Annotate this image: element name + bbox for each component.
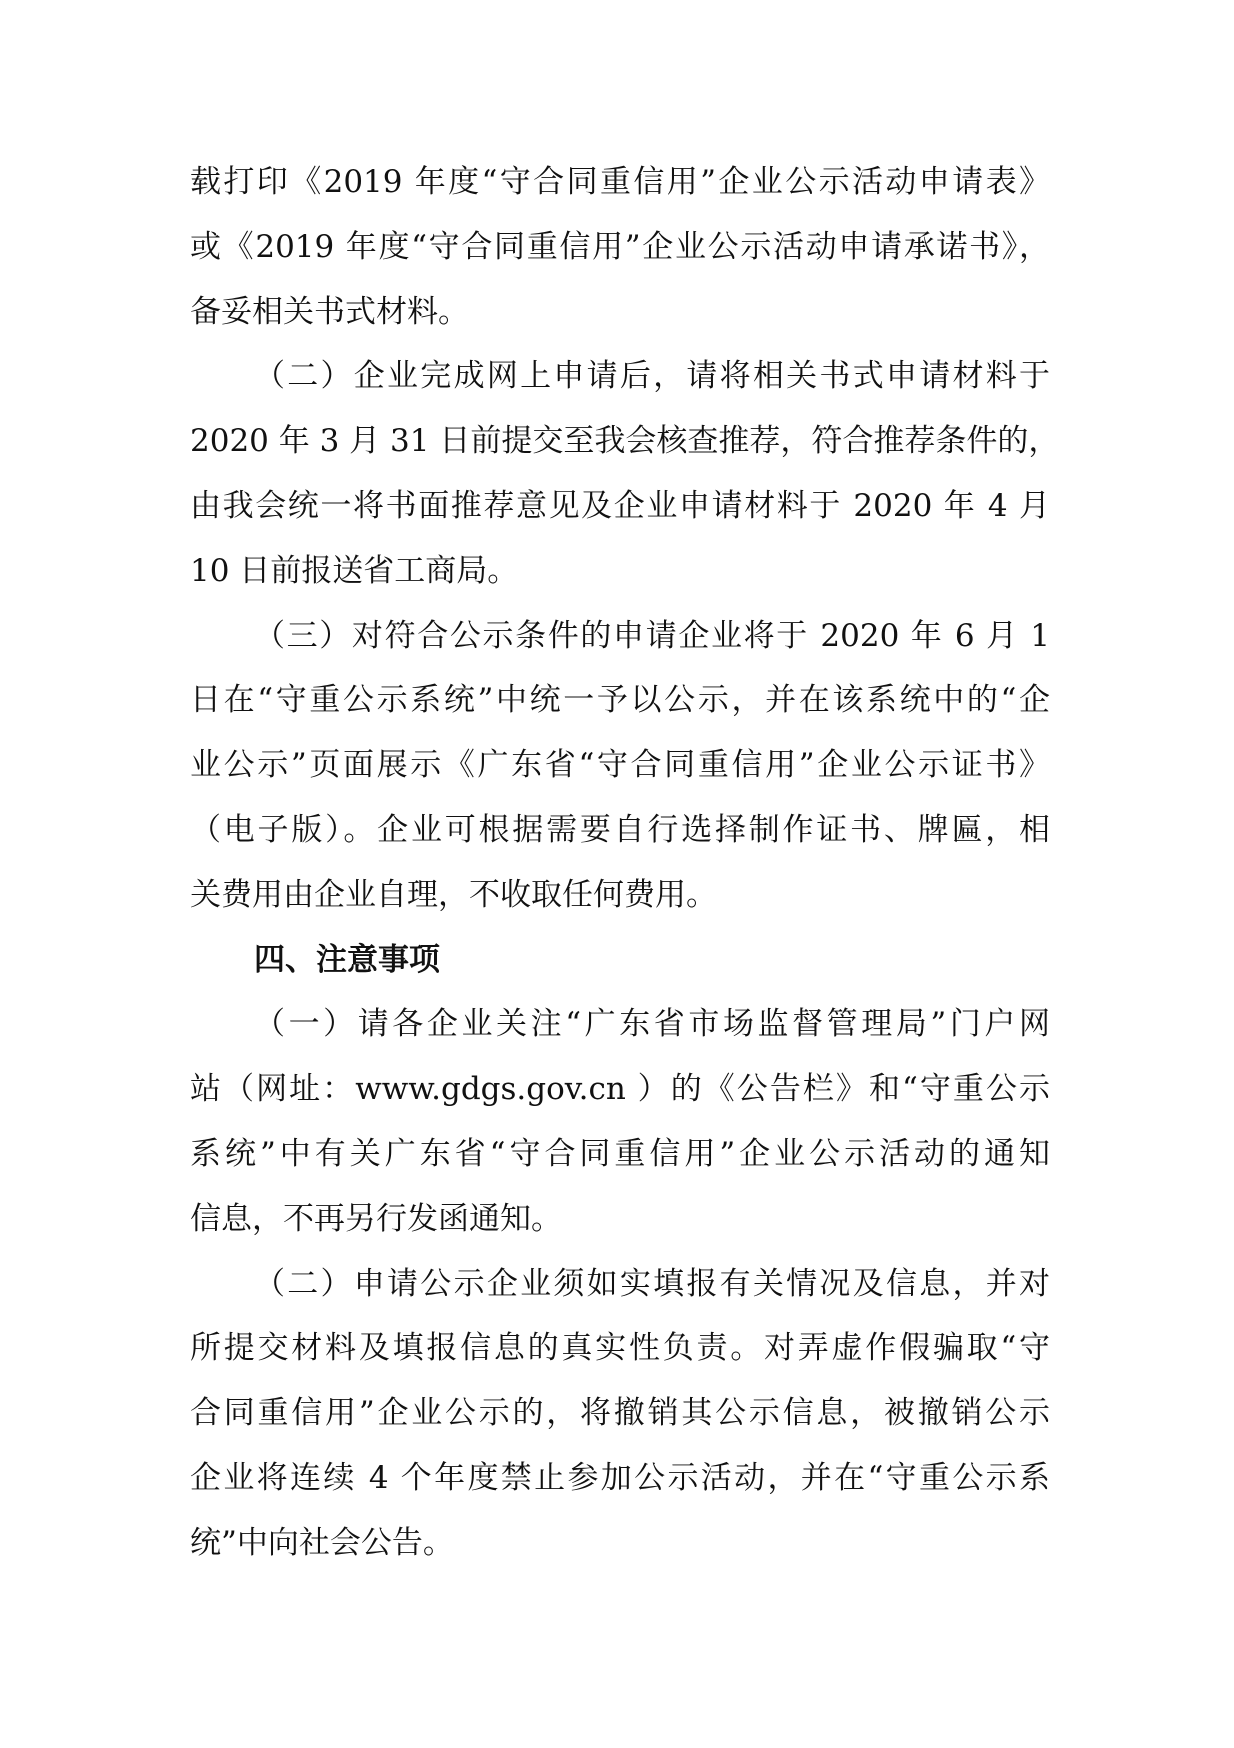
section-heading: 四、注意事项: [254, 941, 440, 978]
text-line: 统”中向社会公告。: [190, 1524, 454, 1561]
text-line: 2020 年 3 月 31 日前提交至我会核查推荐，符合推荐条件的，: [190, 423, 1060, 460]
text-line: 由我会统一将书面推荐意见及企业申请材料于 2020 年 4 月: [190, 487, 1050, 524]
text-line: 载打印《2019 年度“守合同重信用”企业公示活动申请表》: [190, 164, 1050, 200]
section-heading-block: [190, 928, 1050, 993]
text-line: 信息，不再另行发函通知。: [190, 1200, 562, 1237]
text-line: 10 日前报送省工商局。: [190, 552, 519, 589]
text-line: 或《2019 年度“守合同重信用”企业公示活动申请承诺书》，: [190, 228, 1050, 265]
document-page: [190, 150, 1060, 1576]
text-line: （三）对符合公示条件的申请企业将于 2020 年 6 月 1: [254, 617, 1050, 654]
text-line: 企业将连续 4 个年度禁止参加公示活动，并在“守重公示系: [190, 1459, 1050, 1496]
text-line: 业公示”页面展示《广东省“守合同重信用”企业公示证书》: [190, 747, 1050, 784]
text-line: 系统”中有关广东省“守合同重信用”企业公示活动的通知: [190, 1135, 1050, 1172]
paragraph: [190, 992, 1050, 1251]
text-line: （二）企业完成网上申请后，请将相关书式申请材料于: [254, 358, 1050, 395]
text-line: （二）申请公示企业须如实填报有关情况及信息，并对: [254, 1265, 1050, 1302]
paragraph: [190, 150, 1050, 344]
text-line: （一）请各企业关注“广东省市场监督管理局”门户网: [254, 1006, 1050, 1043]
paragraph: [190, 604, 1050, 928]
text-line: 合同重信用”企业公示的，将撤销其公示信息，被撤销公示: [190, 1395, 1050, 1432]
text-line: 备妥相关书式材料。: [190, 293, 469, 330]
paragraph: [190, 344, 1060, 603]
text-line: 站（网址：www.gdgs.gov.cn ）的《公告栏》和“守重公示: [190, 1071, 1050, 1108]
text-line: 所提交材料及填报信息的真实性负责。对弄虚作假骗取“守: [190, 1330, 1050, 1367]
text-line: 关费用由企业自理，不收取任何费用。: [190, 876, 717, 913]
text-line: 日在“守重公示系统”中统一予以公示，并在该系统中的“企: [190, 682, 1050, 719]
paragraph: [190, 1252, 1050, 1576]
text-line: （电子版）。企业可根据需要自行选择制作证书、牌匾，相: [190, 811, 1050, 848]
